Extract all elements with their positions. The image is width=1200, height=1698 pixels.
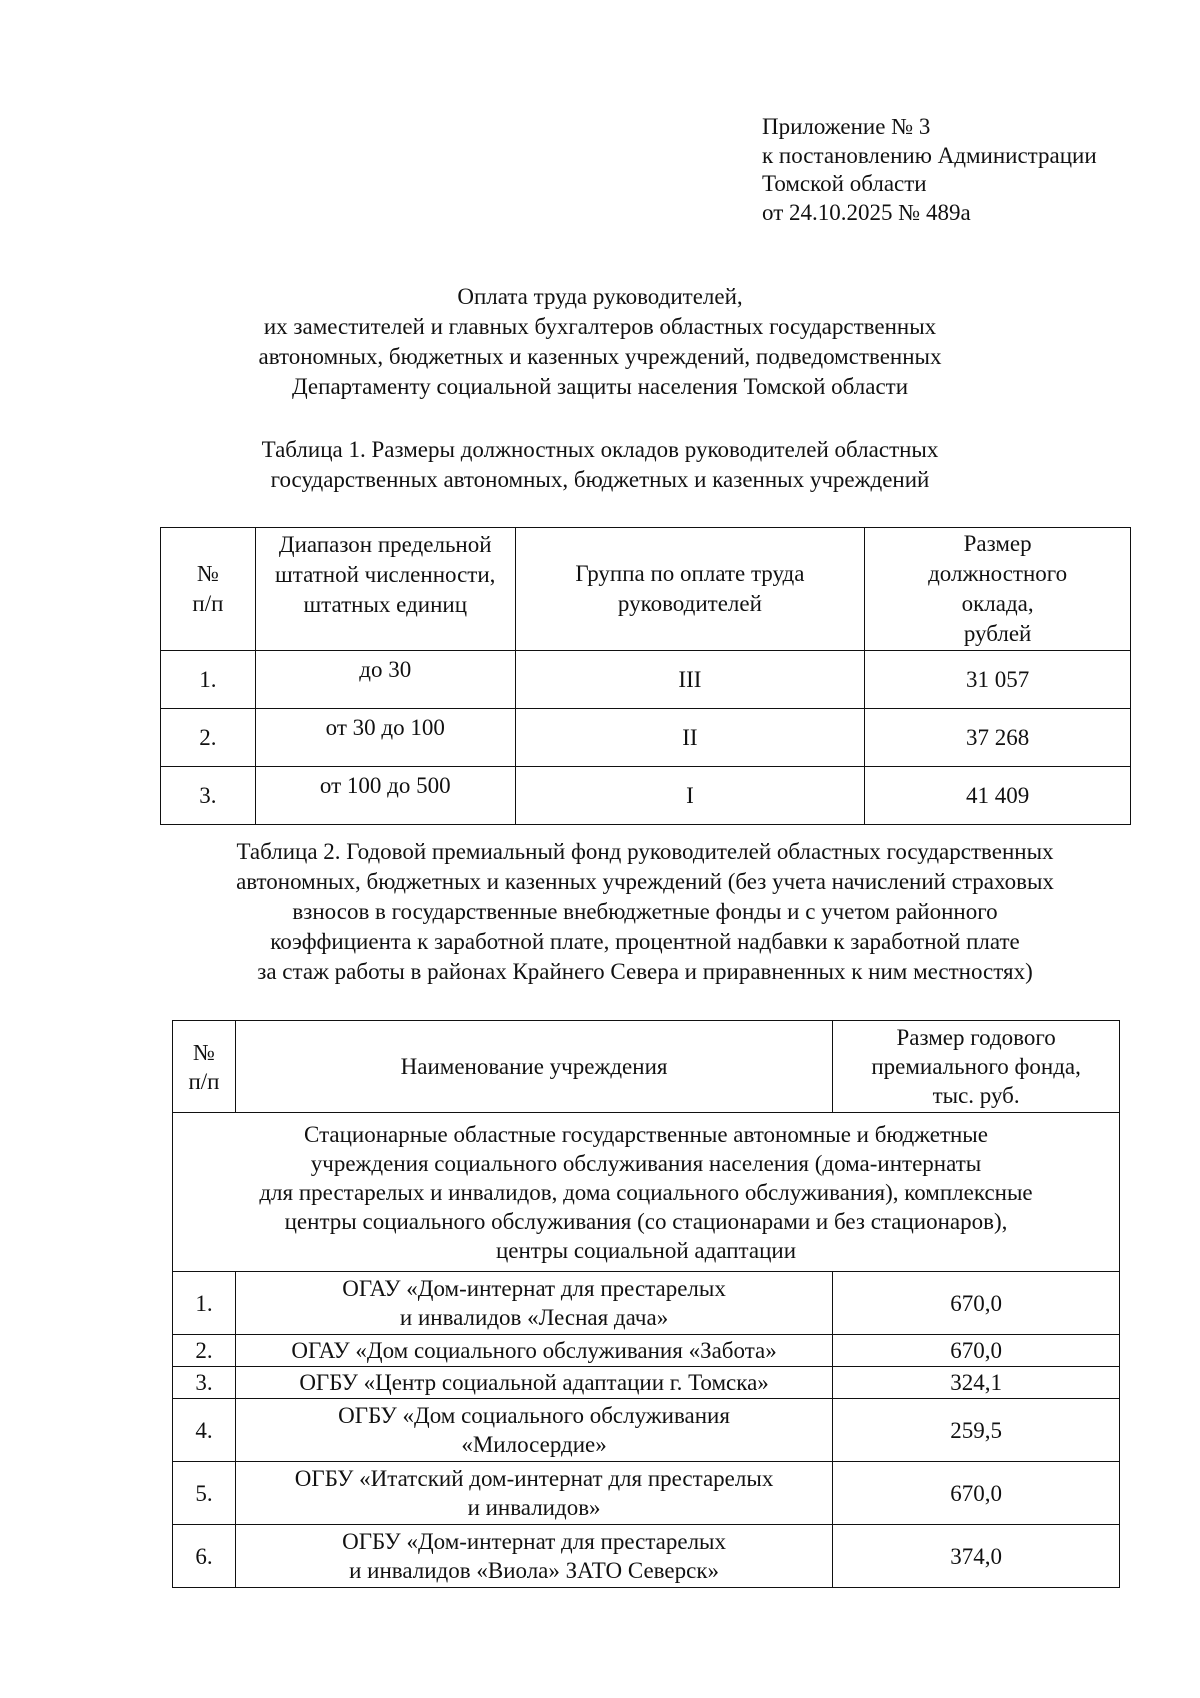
row-salary: 37 268 (865, 709, 1131, 767)
row-bonus-fund: 324,1 (833, 1367, 1120, 1399)
table-row (173, 1335, 1120, 1367)
row-number: 1. (161, 651, 256, 709)
row-institution: ОГАУ «Дом социального обслуживания «Забота» (235, 1335, 832, 1367)
appendix-line: от 24.10.2025 № 489а (762, 199, 971, 225)
row-number: 2. (173, 1335, 236, 1367)
row-number: 3. (173, 1367, 236, 1399)
row-bonus-fund: 374,0 (833, 1525, 1120, 1588)
caption-line: государственных автономных, бюджетных и казенных учреждений (270, 467, 930, 492)
appendix-block (762, 113, 1097, 227)
caption-line: взносов в государственные внебюджетные фонды и с учетом районного (292, 899, 998, 924)
row-bonus-fund: 670,0 (833, 1335, 1120, 1367)
appendix-line: к постановлению Администрации (762, 142, 1097, 168)
caption-line: Таблица 2. Годовой премиальный фонд руководителей областных государственных (236, 839, 1054, 864)
title-line: Департаменту социальной защиты населения Томской области (291, 374, 909, 399)
table-row (161, 709, 1131, 767)
table-row (173, 1462, 1120, 1525)
row-number: 6. (173, 1525, 236, 1588)
row-institution: ОГБУ «Центр социальной адаптации г. Томска» (235, 1367, 832, 1399)
title-line: автономных, бюджетных и казенных учреждений, подведомственных (258, 344, 942, 369)
table-row (173, 1272, 1120, 1335)
row-number: 3. (161, 767, 256, 825)
row-staff-range: до 30 (255, 651, 515, 709)
row-staff-range: от 30 до 100 (255, 709, 515, 767)
row-number: 4. (173, 1399, 236, 1462)
row-bonus-fund: 670,0 (833, 1272, 1120, 1335)
header-bonus-fund: Размер годового премиального фонда, тыс. руб. (833, 1021, 1120, 1113)
row-pay-group: II (515, 709, 865, 767)
header-institution: Наименование учреждения (235, 1021, 832, 1113)
row-bonus-fund: 259,5 (833, 1399, 1120, 1462)
row-pay-group: I (515, 767, 865, 825)
table-row (173, 1399, 1120, 1462)
header-number: № п/п (161, 528, 256, 651)
title-line: их заместителей и главных бухгалтеров областных государственных (263, 314, 937, 339)
row-institution: ОГБУ «Дом социального обслуживания «Милосердие» (235, 1399, 832, 1462)
table-header-row (173, 1021, 1120, 1113)
salary-table (160, 527, 1131, 825)
table2-caption (160, 837, 1130, 987)
table1-caption (160, 435, 1040, 495)
table-row (173, 1525, 1120, 1588)
table-row (161, 651, 1131, 709)
caption-line: коэффициента к заработной плате, процентной надбавки к заработной плате (270, 929, 1020, 954)
row-number: 1. (173, 1272, 236, 1335)
document-title (160, 282, 1040, 402)
row-institution: ОГБУ «Итатский дом-интернат для престарелых и инвалидов» (235, 1462, 832, 1525)
table-row (173, 1367, 1120, 1399)
bonus-fund-table (172, 1020, 1120, 1588)
row-number: 2. (161, 709, 256, 767)
section-row (173, 1113, 1120, 1272)
header-salary: Размер должностного оклада, рублей (865, 528, 1131, 651)
row-bonus-fund: 670,0 (833, 1462, 1120, 1525)
row-salary: 41 409 (865, 767, 1131, 825)
table-header-row (161, 528, 1131, 651)
caption-line: за стаж работы в районах Крайнего Севера и приравненных к ним местностях) (257, 959, 1033, 984)
header-staff-range: Диапазон предельной штатной численности, штатных единиц (255, 528, 515, 651)
header-pay-group: Группа по оплате труда руководителей (515, 528, 865, 651)
row-pay-group: III (515, 651, 865, 709)
row-staff-range: от 100 до 500 (255, 767, 515, 825)
table-row (161, 767, 1131, 825)
caption-line: Таблица 1. Размеры должностных окладов руководителей областных (261, 437, 939, 462)
appendix-line: Томской области (762, 171, 927, 196)
caption-line: автономных, бюджетных и казенных учреждений (без учета начислений страховых (236, 869, 1054, 894)
row-salary: 31 057 (865, 651, 1131, 709)
title-line: Оплата труда руководителей, (457, 284, 743, 309)
row-number: 5. (173, 1462, 236, 1525)
row-institution: ОГБУ «Дом-интернат для престарелых и инвалидов «Виола» ЗАТО Северск» (235, 1525, 832, 1588)
row-institution: ОГАУ «Дом-интернат для престарелых и инвалидов «Лесная дача» (235, 1272, 832, 1335)
header-number: № п/п (173, 1021, 236, 1113)
appendix-line: Приложение № 3 (762, 114, 931, 139)
section-heading: Стационарные областные государственные автономные и бюджетные учреждения социального обслуживания населения (дома-интернаты для престарелых и инвалидов, дома социального обслуживания), комплексные центры социального обслуживания (со стационарами и без стационаров), центры социальной адаптации (173, 1113, 1120, 1272)
